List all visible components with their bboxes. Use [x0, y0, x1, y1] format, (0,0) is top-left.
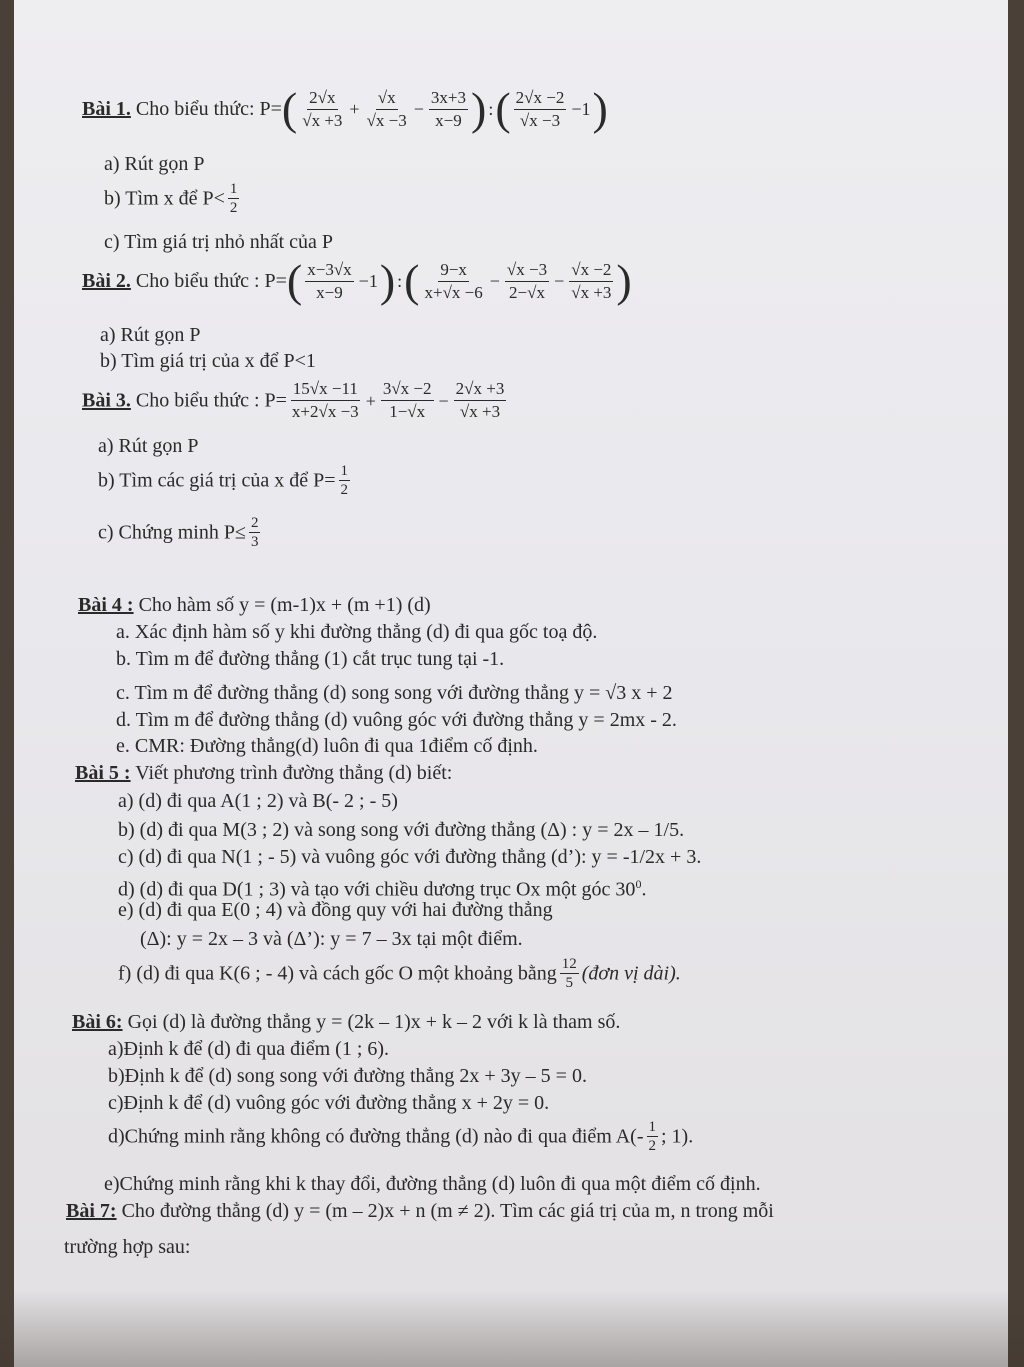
problem-6-part-b: b)Định k để (d) song song với đường thẳng 2x + 3y – 5 = 0. — [108, 1065, 587, 1087]
fraction: $\frac{√x -3}{2-√x}$ — [506, 259, 548, 302]
problem-5-part-e-cont: (Δ): y = 2x – 3 và (Δ’): y = 7 – 3x tại một điểm. — [140, 928, 523, 950]
fraction: $\frac{x-3√x}{x-9}$ — [307, 259, 352, 302]
problem-3-intro: Cho biểu thức : P= — [135, 389, 287, 412]
page-shadow — [0, 1290, 1024, 1367]
problem-2-statement: Bài 2. Cho biểu thức : P=( $\frac{x-3√x}{x-9}$ −1) :( $\frac{9-x}{x+√x -6}$ − $\frac{√x -3}{2-√x}$ − $\frac{√x -2}{√x +3}$ ) — [82, 255, 632, 306]
problem-5-part-e: e) (d) đi qua E(0 ; 4) và đồng quy với hai đường thẳng — [118, 899, 553, 921]
problem-4-statement — [78, 593, 431, 617]
problem-5-part-c: c) (d) đi qua N(1 ; - 5) và vuông góc với đường thẳng (d’): y = -1/2x + 3. — [118, 846, 702, 868]
paren-open: ( — [404, 255, 420, 306]
fraction: $\frac{√x -2}{√x +3}$ — [571, 259, 612, 302]
fraction: $\frac{√x}{√x -3}$ — [366, 87, 407, 130]
problem-7-intro: Cho đường thẳng (d) y = (m – 2)x + n (m ≠ 2). Tìm các giá trị của m, n trong mỗi — [121, 1200, 774, 1222]
problem-5-statement — [75, 761, 452, 785]
problem-4-part-d: d. Tìm m để đường thẳng (d) vuông góc với đường thẳng y = 2mx - 2. — [116, 709, 677, 731]
problem-7-heading: Bài 7: — [66, 1200, 117, 1222]
problem-6-part-e: e)Chứng minh rằng khi k thay đổi, đường thẳng (d) luôn đi qua một điểm cố định. — [104, 1173, 761, 1195]
problem-4-heading: Bài 4 : — [78, 594, 134, 616]
problem-6-intro: Gọi (d) là đường thẳng y = (2k – 1)x + k – 2 với k là tham số. — [127, 1011, 621, 1033]
paren-close: ) — [379, 255, 396, 306]
problem-4-part-a: a. Xác định hàm số y khi đường thẳng (d) đi qua gốc toạ độ. — [116, 621, 598, 643]
fraction: $\frac{3√x -2}{1-√x}$ — [382, 379, 432, 421]
problem-5-part-f: f) (d) đi qua K(6 ; - 4) và cách gốc O một khoảng bằng $\frac{12}{5}$ (đơn vị dài). — [118, 956, 681, 991]
fraction: $\frac{2√x +3}{√x +3}$ — [455, 379, 505, 421]
problem-6-part-d: d)Chứng minh rằng không có đường thẳng (d) nào đi qua điểm A(- $\frac{1}{2}$ ; 1). — [108, 1119, 694, 1154]
problem-4-part-e: e. CMR: Đường thẳng(d) luôn đi qua 1điểm cố định. — [116, 735, 538, 757]
problem-6-heading: Bài 6: — [72, 1011, 123, 1033]
problem-7-continuation: trường hợp sau: — [64, 1236, 191, 1258]
fraction: $\frac{1}{2}$ — [229, 181, 238, 216]
paren-close: ) — [471, 83, 487, 134]
problem-1-part-c: c) Tìm giá trị nhỏ nhất của P — [104, 231, 334, 253]
problem-5-part-d: d) (d) đi qua D(1 ; 3) và tạo với chiều dương trục Ox một góc $30^0$. — [118, 877, 647, 901]
problem-3-part-c: c) Chứng minh P≤ $\frac{2}{3}$ — [98, 515, 259, 550]
problem-5-intro: Viết phương trình đường thẳng (d) biết: — [135, 762, 453, 784]
fraction: $\frac{15√x -11}{x+2√x -3}$ — [291, 379, 359, 421]
fraction: $\frac{2}{3}$ — [250, 515, 259, 550]
paren-open: ( — [495, 83, 511, 134]
problem-2-part-a: a) Rút gọn P — [100, 324, 201, 346]
paren-open: ( — [281, 83, 298, 134]
paren-open: ( — [286, 255, 303, 306]
paren-close: ) — [592, 83, 608, 134]
fraction: $\frac{2√x}{√x +3}$ — [302, 87, 343, 130]
problem-2-part-b: b) Tìm giá trị của x để P<1 — [100, 350, 316, 372]
problem-6-statement — [72, 1010, 620, 1034]
problem-5-part-a: a) (d) đi qua A(1 ; 2) và B(- 2 ; - 5) — [118, 790, 398, 812]
problem-3-part-a: a) Rút gọn P — [98, 435, 199, 457]
problem-5-part-b: b) (d) đi qua M(3 ; 2) và song song với đường thẳng (Δ) : y = 2x – 1/5. — [118, 819, 685, 841]
problem-6-part-a: a)Định k để (d) đi qua điểm (1 ; 6). — [108, 1038, 390, 1060]
problem-4-intro: Cho hàm số y = (m-1)x + (m +1) (d) — [138, 594, 431, 616]
problem-1-part-a: a) Rút gọn P — [104, 153, 205, 175]
problem-5-heading: Bài 5 : — [75, 762, 131, 784]
problem-4-part-b: b. Tìm m để đường thẳng (1) cắt trục tung tại -1. — [116, 648, 505, 670]
problem-6-part-c: c)Định k để (d) vuông góc với đường thẳng x + 2y = 0. — [108, 1092, 550, 1114]
problem-3-part-b: b) Tìm các giá trị của x để P= $\frac{1}{2}$ — [98, 463, 348, 498]
problem-2-heading: Bài 2. — [82, 270, 131, 292]
problem-2-intro: Cho biểu thức : P= — [135, 270, 287, 292]
fraction: $\frac{1}{2}$ — [340, 463, 348, 498]
fraction: $\frac{9-x}{x+√x -6}$ — [424, 259, 483, 302]
problem-1-part-b: b) Tìm x để P< $\frac{1}{2}$ — [104, 181, 238, 216]
problem-3-heading: Bài 3. — [82, 389, 131, 412]
paren-close: ) — [616, 255, 632, 306]
fraction: $\frac{12}{5}$ — [561, 956, 577, 991]
problem-7-statement — [66, 1199, 774, 1223]
problem-4-part-c: c. Tìm m để đường thẳng (d) song song với đường thẳng y = √3 x + 2 — [116, 682, 673, 704]
fraction: $\frac{2√x -2}{√x -3}$ — [515, 87, 565, 130]
problem-1-intro: Cho biểu thức: P= — [135, 98, 282, 120]
problem-3-statement: Bài 3. Cho biểu thức : P= $\frac{15√x -11}{x+2√x -3}$ + $\frac{3√x -2}{1-√x}$ − $\frac{2√x +3}{√x +3}$ — [82, 379, 505, 421]
problem-1-heading: Bài 1. — [82, 98, 131, 120]
fraction: $\frac{1}{2}$ — [648, 1119, 656, 1154]
problem-1-statement: Bài 1. Cho biểu thức: P=( $\frac{2√x}{√x +3}$ + $\frac{√x}{√x -3}$ − $\frac{3x+3}{x-9}$ ) :( $\frac{2√x -2}{√x -3}$ −1) — [82, 83, 608, 134]
fraction: $\frac{3x+3}{x-9}$ — [430, 87, 466, 130]
